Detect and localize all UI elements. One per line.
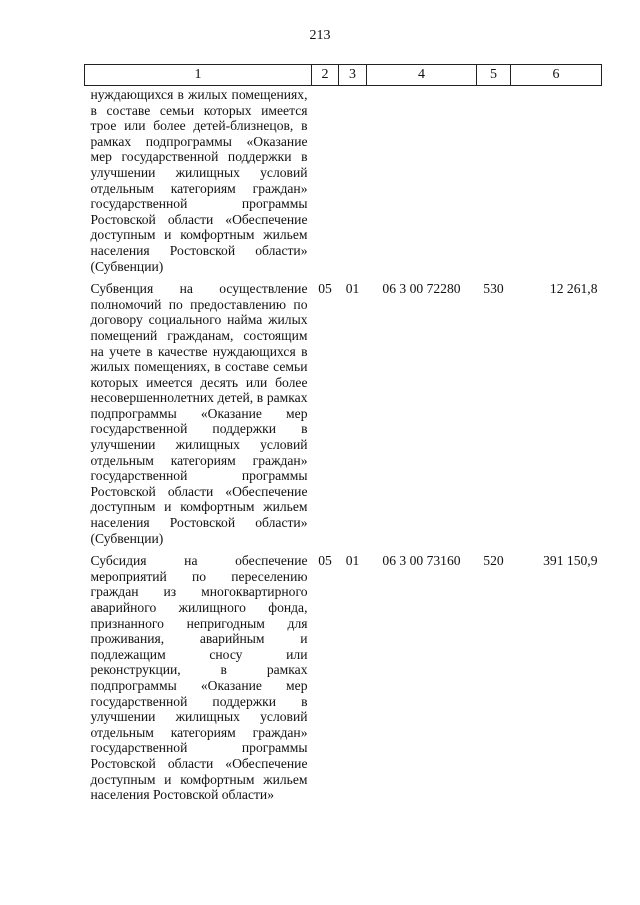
row-expense-type bbox=[477, 86, 511, 275]
header-col-3: 3 bbox=[339, 65, 367, 86]
row-expense-type: 530 bbox=[483, 281, 504, 297]
row-expense-type: 520 bbox=[483, 553, 504, 569]
header-row bbox=[85, 65, 602, 86]
header-col-2: 2 bbox=[312, 65, 339, 86]
row-section bbox=[312, 86, 339, 275]
row-subsection bbox=[339, 86, 367, 275]
row-amount: 12 261,8 bbox=[549, 281, 598, 297]
table-body bbox=[85, 86, 602, 803]
table-row bbox=[85, 546, 602, 803]
header-col-6: 6 bbox=[511, 65, 602, 86]
row-amount: 391 150,9 bbox=[543, 553, 598, 569]
row-name: нуждающихся в жилых помещениях, в составе семьи которых имеется трое или более детей-близнецов, в рамках подпрограммы «Оказание мер государственной поддержки в улучшении жилищных условий отдельным категориям граждан» государственной программы Ростовской области «Обеспечение доступным и комфортным жильем населения Ростовской области» (Субвенции) bbox=[90, 87, 308, 274]
row-section: 05 bbox=[318, 553, 332, 569]
header-col-1: 1 bbox=[85, 65, 312, 86]
header-col-4: 4 bbox=[367, 65, 477, 86]
row-target-code: 06 3 00 72280 bbox=[382, 281, 461, 297]
row-target-code bbox=[367, 86, 477, 275]
header-col-5: 5 bbox=[477, 65, 511, 86]
row-name: Субсидия на обеспечение мероприятий по переселению граждан из многоквартирного аварийного жилищного фонда, признанного непригодным для проживания, аварийным и подлежащим сносу или реконструкции, в рамках подпрограммы «Оказание мер государственной поддержки в улучшении жилищных условий отдельным категориям граждан» государственной программы Ростовской области «Обеспечение доступным и комфортным жильем населения Ростовской области» bbox=[90, 553, 308, 803]
table-header bbox=[85, 65, 602, 86]
table-row bbox=[85, 274, 602, 546]
row-section: 05 bbox=[318, 281, 332, 297]
page-number: 213 bbox=[309, 28, 331, 43]
row-subsection: 01 bbox=[345, 281, 360, 297]
row-subsection: 01 bbox=[345, 553, 360, 569]
budget-table bbox=[84, 64, 602, 803]
row-target-code: 06 3 00 73160 bbox=[382, 553, 461, 569]
row-amount bbox=[511, 86, 602, 275]
table-row bbox=[85, 86, 602, 275]
row-name: Субвенция на осуществление полномочий по предоставлению по договору социального найма жилых помещений гражданам, состоящим на учете в качестве нуждающихся в жилых помещениях, в составе семьи которых имеется десять или более несовершеннолетних детей, в рамках подпрограммы «Оказание мер государственной поддержки в улучшении жилищных условий отдельным категориям граждан» государственной программы Ростовской области «Обеспечение доступным и комфортным жильем населения Ростовской области» (Субвенции) bbox=[90, 281, 308, 546]
